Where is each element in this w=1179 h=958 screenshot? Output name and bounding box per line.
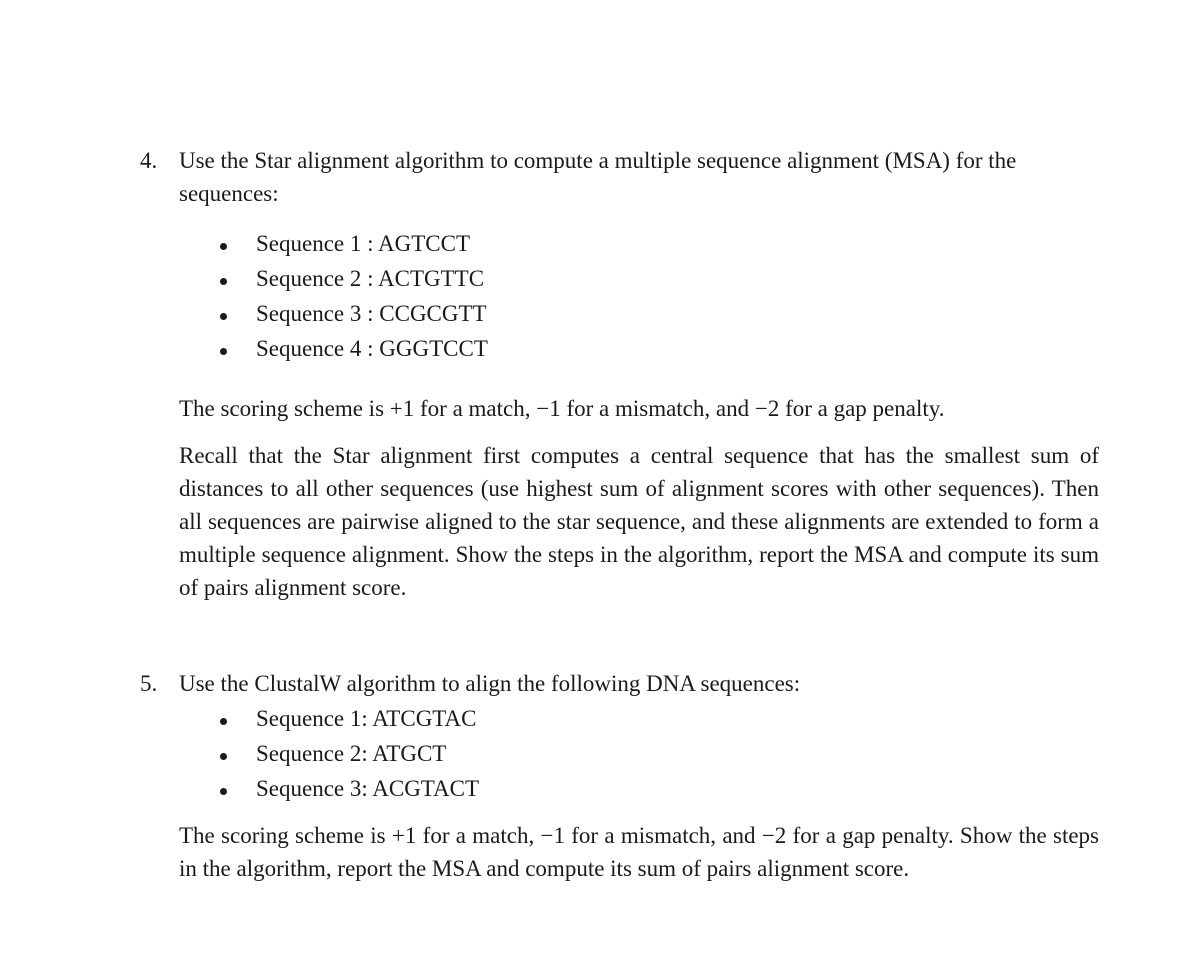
list-item <box>0 262 1179 297</box>
scoring-scheme: The scoring scheme is +1 for a match, −1 for a mismatch, and −2 for a gap penalty. Show the steps in the algorithm, report the MSA and compute its sum of pairs alignment score. <box>179 823 1099 881</box>
bullet-icon <box>220 348 227 355</box>
sequence-text: Sequence 2: ATGCT <box>256 741 447 766</box>
list-item <box>0 702 1179 737</box>
sequence-text: Sequence 2 : ACTGTTC <box>256 266 485 291</box>
list-item <box>0 772 1179 807</box>
sequence-text: Sequence 3: ACGTACT <box>256 776 480 801</box>
bullet-icon <box>220 243 227 250</box>
recall-paragraph: Recall that the Star alignment first computes a central sequence that has the smallest sum of distances to all other sequences (use highest sum of alignment scores with other sequences). Then all sequences are pairwise aligned to the star sequence, and these alignments are extended to form a multiple sequence alignment. Show the steps in the algorithm, report the MSA and compute its sum of pairs alignment score. <box>179 443 1099 600</box>
sequence-text: Sequence 1 : AGTCCT <box>256 231 470 256</box>
question-number: 5. <box>140 671 158 696</box>
list-item <box>0 297 1179 332</box>
list-item <box>0 737 1179 772</box>
list-item <box>0 227 1179 262</box>
sequence-list <box>0 227 1179 367</box>
list-item <box>0 332 1179 367</box>
sequence-text: Sequence 3 : CCGCGTT <box>256 301 487 326</box>
bullet-icon <box>220 313 227 320</box>
question-prompt: Use the Star alignment algorithm to compute a multiple sequence alignment (MSA) for the sequences: <box>179 148 1017 206</box>
scoring-scheme: The scoring scheme is +1 for a match, −1 for a mismatch, and −2 for a gap penalty. <box>179 396 945 421</box>
question-prompt: Use the ClustalW algorithm to align the following DNA sequences: <box>179 671 801 696</box>
sequence-list <box>0 702 1179 807</box>
bullet-icon <box>220 718 227 725</box>
sequence-text: Sequence 1: ATCGTAC <box>256 706 477 731</box>
bullet-icon <box>220 753 227 760</box>
bullet-icon <box>220 278 227 285</box>
question-number: 4. <box>140 148 158 173</box>
bullet-icon <box>220 788 227 795</box>
sequence-text: Sequence 4 : GGGTCCT <box>256 336 488 361</box>
